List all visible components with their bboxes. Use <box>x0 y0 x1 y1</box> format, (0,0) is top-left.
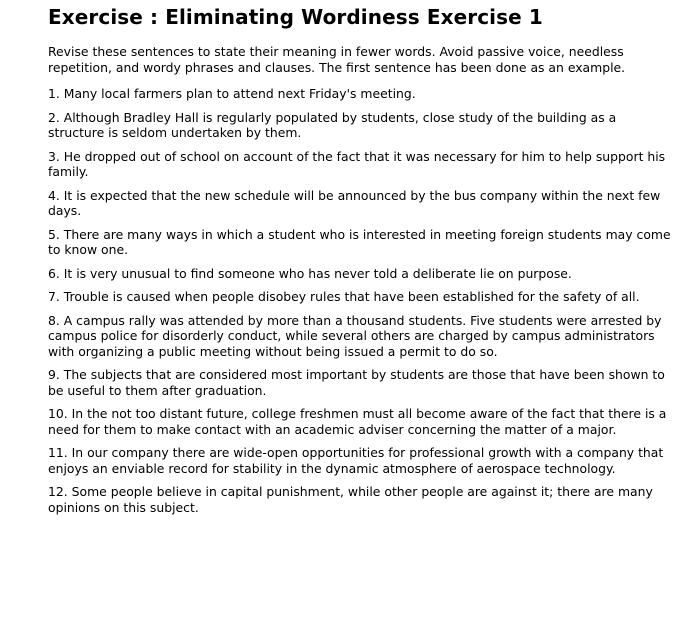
exercise-item-3: 3. He dropped out of school on account of the fact that it was necessary for him to help support his family. <box>48 148 666 179</box>
exercise-item-5: 5. There are many ways in which a student who is interested in meeting foreign students may come to know one. <box>48 226 671 257</box>
exercise-item-9: 9. The subjects that are considered most important by students are those that have been shown to be useful to them after graduation. <box>48 367 665 398</box>
exercise-item-8: 8. A campus rally was attended by more than a thousand students. Five students were arrested by campus police for disorderly conduct, while several others are charged by campus administrators with organizing a public meeting without being issued a permit to do so. <box>48 312 662 359</box>
exercise-item-12: 12. Some people believe in capital punishment, while other people are against it; there are many opinions on this subject. <box>48 484 653 515</box>
exercise-item-11: 11. In our company there are wide-open opportunities for professional growth with a company that enjoys an enviable record for stability in the dynamic atmosphere of aerospace technology. <box>48 445 664 476</box>
exercise-item-4: 4. It is expected that the new schedule will be announced by the bus company within the next few days. <box>48 187 661 218</box>
page-title: Exercise : Eliminating Wordiness Exercise 1 <box>48 5 543 29</box>
instructions: Revise these sentences to state their meaning in fewer words. Avoid passive voice, needless repetition, and wordy phrases and clauses. The first sentence has been done as an example. <box>48 44 626 75</box>
exercise-item-2: 2. Although Bradley Hall is regularly populated by students, close study of the building as a structure is seldom undertaken by them. <box>48 109 617 140</box>
exercise-item-7: 7. Trouble is caused when people disobey rules that have been established for the safety of all. <box>48 289 640 304</box>
exercise-item-10: 10. In the not too distant future, college freshmen must all become aware of the fact that there is a need for them to make contact with an academic adviser concerning the matter of a major. <box>48 406 667 437</box>
exercise-item-1: 1. Many local farmers plan to attend next Friday's meeting. <box>48 86 416 101</box>
exercise-item-6: 6. It is very unusual to find someone who has never told a deliberate lie on purpose. <box>48 265 572 281</box>
